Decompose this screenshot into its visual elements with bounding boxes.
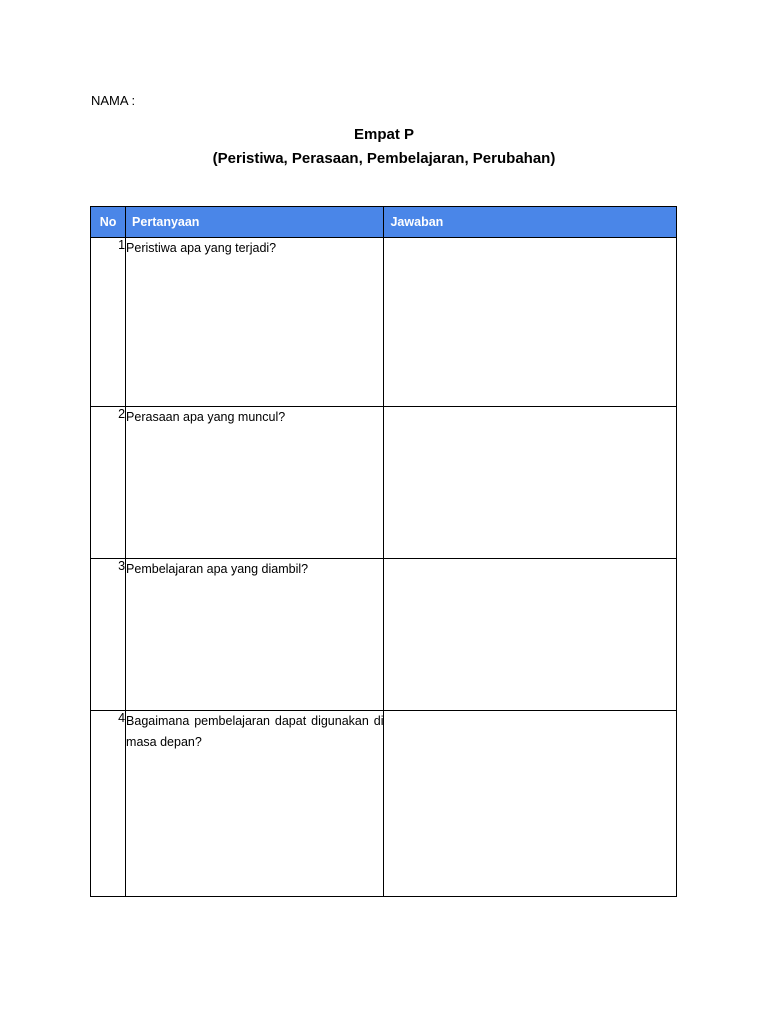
table-row (91, 711, 677, 897)
answer-cell[interactable] (384, 238, 677, 407)
column-header-question: Pertanyaan (126, 207, 384, 238)
row-number: 3 (91, 559, 126, 711)
row-number: 4 (91, 711, 126, 897)
table-row (91, 238, 677, 407)
table-header-row (91, 207, 677, 238)
answer-cell[interactable] (384, 407, 677, 559)
row-number: 2 (91, 407, 126, 559)
column-header-no: No (91, 207, 126, 238)
question-cell: Pembelajaran apa yang diambil? (126, 559, 384, 711)
table-row (91, 407, 677, 559)
column-header-answer: Jawaban (384, 207, 677, 238)
answer-cell[interactable] (384, 559, 677, 711)
reflection-table (90, 206, 677, 897)
worksheet-subtitle: (Peristiwa, Perasaan, Pembelajaran, Perubahan) (212, 150, 556, 167)
table-row (91, 559, 677, 711)
worksheet-title: Empat P (353, 126, 414, 143)
name-label: NAMA : (91, 93, 136, 108)
question-cell: Peristiwa apa yang terjadi? (126, 238, 384, 407)
question-cell: Perasaan apa yang muncul? (126, 407, 384, 559)
question-cell: Bagaimana pembelajaran dapat digunakan di masa depan? (126, 711, 384, 897)
answer-cell[interactable] (384, 711, 677, 897)
row-number: 1 (91, 238, 126, 407)
